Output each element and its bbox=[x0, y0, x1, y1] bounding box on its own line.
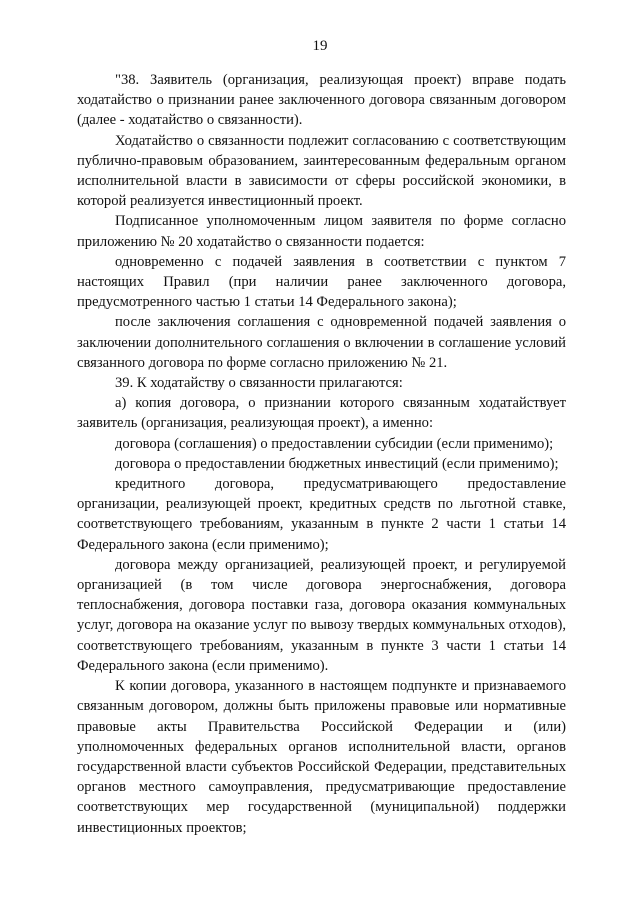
paragraph-submission: Подписанное уполномоченным лицом заявителя по форме согласно приложению № 20 ходатайство о связанности подается: bbox=[77, 213, 566, 250]
page-number: 19 bbox=[312, 38, 328, 54]
paragraph-39-intro: 39. К ходатайству о связанности прилагаются: bbox=[115, 375, 403, 392]
paragraph-attachments: К копии договора, указанного в настоящем подпункте и признаваемого связанным договором, должны быть приложены правовые или нормативные правовые акты Правительства Российской Федерации и (или) уполномоченных федеральных органов исполнительной власти, органов государственной власти субъектов Российской Федерации, представительных органов местного самоуправления, предусматривающие предоставление соответствующих мер государственной (муниципальной) поддержки инвестиционных проектов; bbox=[77, 678, 566, 836]
paragraph-submission-option-1: одновременно с подачей заявления в соответствии с пунктом 7 настоящих Правил (при наличии ранее заключенного договора, предусмотренного частью 1 статьи 14 Федерального закона); bbox=[77, 253, 566, 311]
paragraph-38-intro: "38. Заявитель (организация, реализующая проект) вправе подать ходатайство о признании ранее заключенного договора связанным договором (далее - ходатайство о связанности). bbox=[77, 72, 566, 129]
paragraph-39-a: а) копия договора, о признании которого связанным ходатайствует заявитель (организация, реализующая проект), а именно: bbox=[77, 395, 566, 432]
list-item-budget-investment: договора о предоставлении бюджетных инвестиций (если применимо); bbox=[115, 455, 559, 472]
list-item-subsidy: договора (соглашения) о предоставлении субсидии (если применимо); bbox=[115, 435, 554, 452]
list-item-regulated-organization: договора между организацией, реализующей проект, и регулируемой организацией (в том числе договора энергоснабжения, договора теплоснабжения, договора поставки газа, договора оказания коммунальных услуг, договора на оказание услуг по вывозу твердых коммунальных отходов), соответствующего требованиям, указанным в пункте 3 части 1 статьи 14 Федерального закона (если применимо). bbox=[77, 556, 566, 674]
paragraph-submission-option-2: после заключения соглашения с одновременной подачей заявления о заключении дополнительного соглашения о включении в соглашение условий связанного договора по форме согласно приложению № 21. bbox=[77, 314, 566, 371]
paragraph-approval: Ходатайство о связанности подлежит согласованию с соответствующим публично-правовым образованием, заинтересованным федеральным органом исполнительной власти в зависимости от сферы российской экономики, в которой реализуется инвестиционный проект. bbox=[77, 132, 566, 210]
document-body bbox=[77, 70, 566, 838]
list-item-credit-agreement: кредитного договора, предусматривающего предоставление организации, реализующей проект, кредитных средств по льготной ставке, соответствующего требованиям, указанным в пункте 2 части 1 статьи 14 Федерального закона (если применимо); bbox=[77, 476, 566, 553]
